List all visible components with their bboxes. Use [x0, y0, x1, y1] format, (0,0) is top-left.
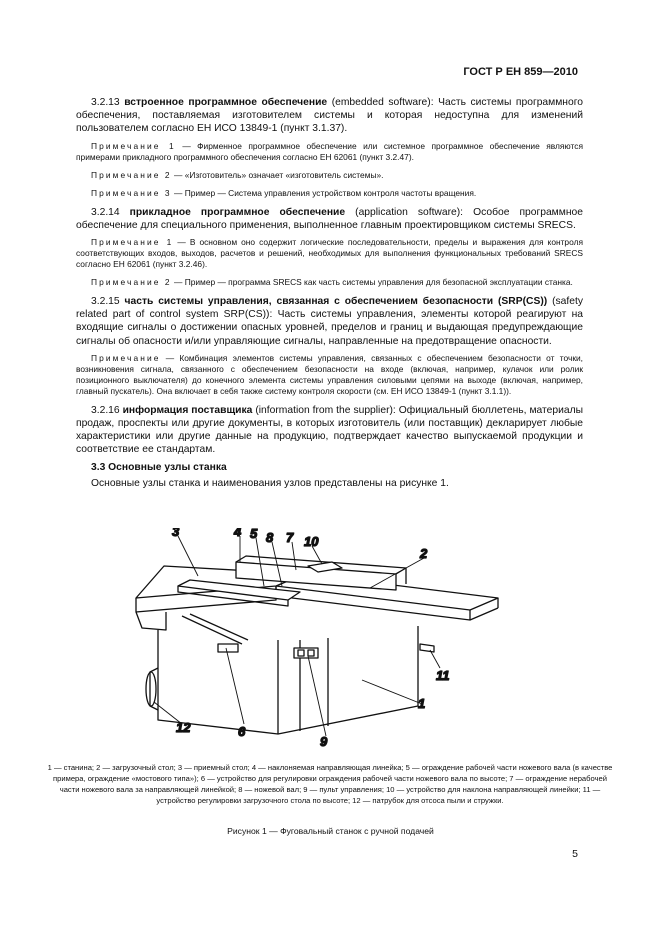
note-label: Примечание 1	[91, 140, 176, 151]
clause-text: (safety related part of control system SRP(CS)): Часть системы управления, элементы которой реагируют на входящие сигналы о достижении опасных уровней, пределов и границ и выдающая предупреждающие сигналы об опасности и/или управляющие сигналы, направленные на предотвращение опасности.	[76, 296, 583, 347]
figure-label-7: 7	[286, 530, 294, 545]
figure-machine-drawing	[118, 528, 508, 750]
clause-number: 3.2.13	[91, 97, 120, 108]
note-text: — Фирменное программное обеспечение или системное программное обеспечение являются примерами прикладного программного обеспечения согласно ЕН 62061 (пункт 3.2.47).	[76, 140, 583, 162]
figure-label-10: 10	[304, 534, 319, 549]
clause-number: 3.2.15	[91, 296, 120, 308]
figure-label-5: 5	[250, 528, 258, 541]
section-text: Основные узлы станка и наименования узлов представлены на рисунке 1.	[91, 477, 449, 489]
note-text: — Пример — программа SRECS как часть системы управления для безопасной эксплуатации станка.	[171, 277, 573, 288]
figure-label-12: 12	[176, 720, 191, 735]
note-label: Примечание 2	[91, 277, 172, 288]
figure-label-9: 9	[320, 734, 328, 749]
term: прикладное программное обеспечение	[129, 206, 346, 218]
clause-3-2-14	[76, 206, 583, 232]
note-text: — «Изготовитель» означает «изготовитель системы».	[171, 169, 384, 180]
section-heading: 3.3 Основные узлы станка	[91, 461, 227, 473]
note-text: — Комбинация элементов системы управления, связанных с обеспечением безопасности от точки, возникновения сигнала, связанного с обеспечением безопасности на входе (включая, например, кулачок или ролик позиционного выключателя) до конечного элемента системы управления силовыми цепями на выходе (включая, например, главный пускатель). Она включает в себя также систему контроля скорости (см. ЕН ИСО 13849-1 (пункт 3.1.1)).	[76, 352, 583, 396]
note-text: — В основном оно содержит логические последовательности, пределы и выражения для контроля соответствующих входов, выходов, расчетов и решений, необходимых для выполнения функциональных требований SRECS согласно ЕН 62061 (пункт 3.2.46).	[76, 237, 583, 270]
note-label: Примечание 2	[91, 169, 172, 180]
figure-label-2: 2	[420, 546, 428, 561]
figure-label-6: 6	[238, 724, 246, 739]
note	[76, 170, 583, 181]
figure-label-3: 3	[172, 528, 180, 539]
note-label: Примечание 3	[91, 187, 172, 198]
note-label: Примечание	[91, 352, 161, 363]
note-label: Примечание 1	[91, 237, 174, 248]
clause-3-2-15	[76, 295, 583, 348]
figure-label-4: 4	[234, 528, 242, 539]
document-header: ГОСТ Р ЕН 859—2010	[463, 66, 578, 78]
figure-label-11: 11	[436, 668, 450, 683]
figure-caption: 1 — станина; 2 — загрузочный стол; 3 — приемный стол; 4 — наклоняемая направляющая линейка; 5 — ограждение рабочей части ножевого вала (в качестве примера, ограждение «мостового типа»); 6 — устройство для регулировки ограждения рабочей части ножевого вала по высоте; 7 — ограждение нерабочей части ножевого вала за направляющей линейкой; 8 — ножевой вал; 9 — пульт управления; 10 — устройство для наклона направляющей линейки; 11 — устройство регулировки загрузочного стола по высоте; 12 — патрубок для отсоса пыли и стружки.	[47, 763, 613, 805]
document-body	[76, 96, 583, 495]
note	[76, 188, 583, 199]
figure-title: Рисунок 1 — Фуговальный станок с ручной подачей	[227, 826, 434, 836]
note	[76, 277, 583, 288]
clause-text: (embedded software): Часть системы программного обеспечения, поставляемая изготовителем системы и которая недоступна для изменений пользователем согласно ЕН ИСО 13849-1 (пункт 3.1.37).	[76, 97, 583, 135]
clause-text: (application software): Особое программное обеспечение для специального применения, выполненное главным проектировщиком системы SRECS.	[76, 206, 583, 231]
term: встроенное программное обеспечение	[124, 97, 328, 108]
note	[76, 237, 583, 270]
clause-text: (information from the supplier): Официальный бюллетень, материалы продаж, проспекты или другие документы, в которых изготовитель (или поставщик) декларирует любые характеристики или другие данные на продукцию, подтверждает качество выпускаемой продукции и соответствие ее стандартам.	[76, 404, 583, 456]
note-text: — Пример — Система управления устройством контроля частоты вращения.	[171, 187, 477, 198]
page-number: 5	[572, 848, 578, 860]
clause-number: 3.2.16	[91, 404, 120, 416]
term: информация поставщика	[122, 404, 253, 416]
figure-label-1: 1	[418, 696, 426, 711]
figure-label-8: 8	[266, 530, 274, 545]
note	[76, 141, 583, 163]
clause-number: 3.2.14	[91, 206, 120, 218]
clause-3-2-13	[76, 96, 583, 136]
note	[76, 353, 583, 397]
term: часть системы управления, связанная с обеспечением безопасности (SRP(CS))	[124, 296, 548, 308]
clause-3-2-16	[76, 404, 583, 457]
